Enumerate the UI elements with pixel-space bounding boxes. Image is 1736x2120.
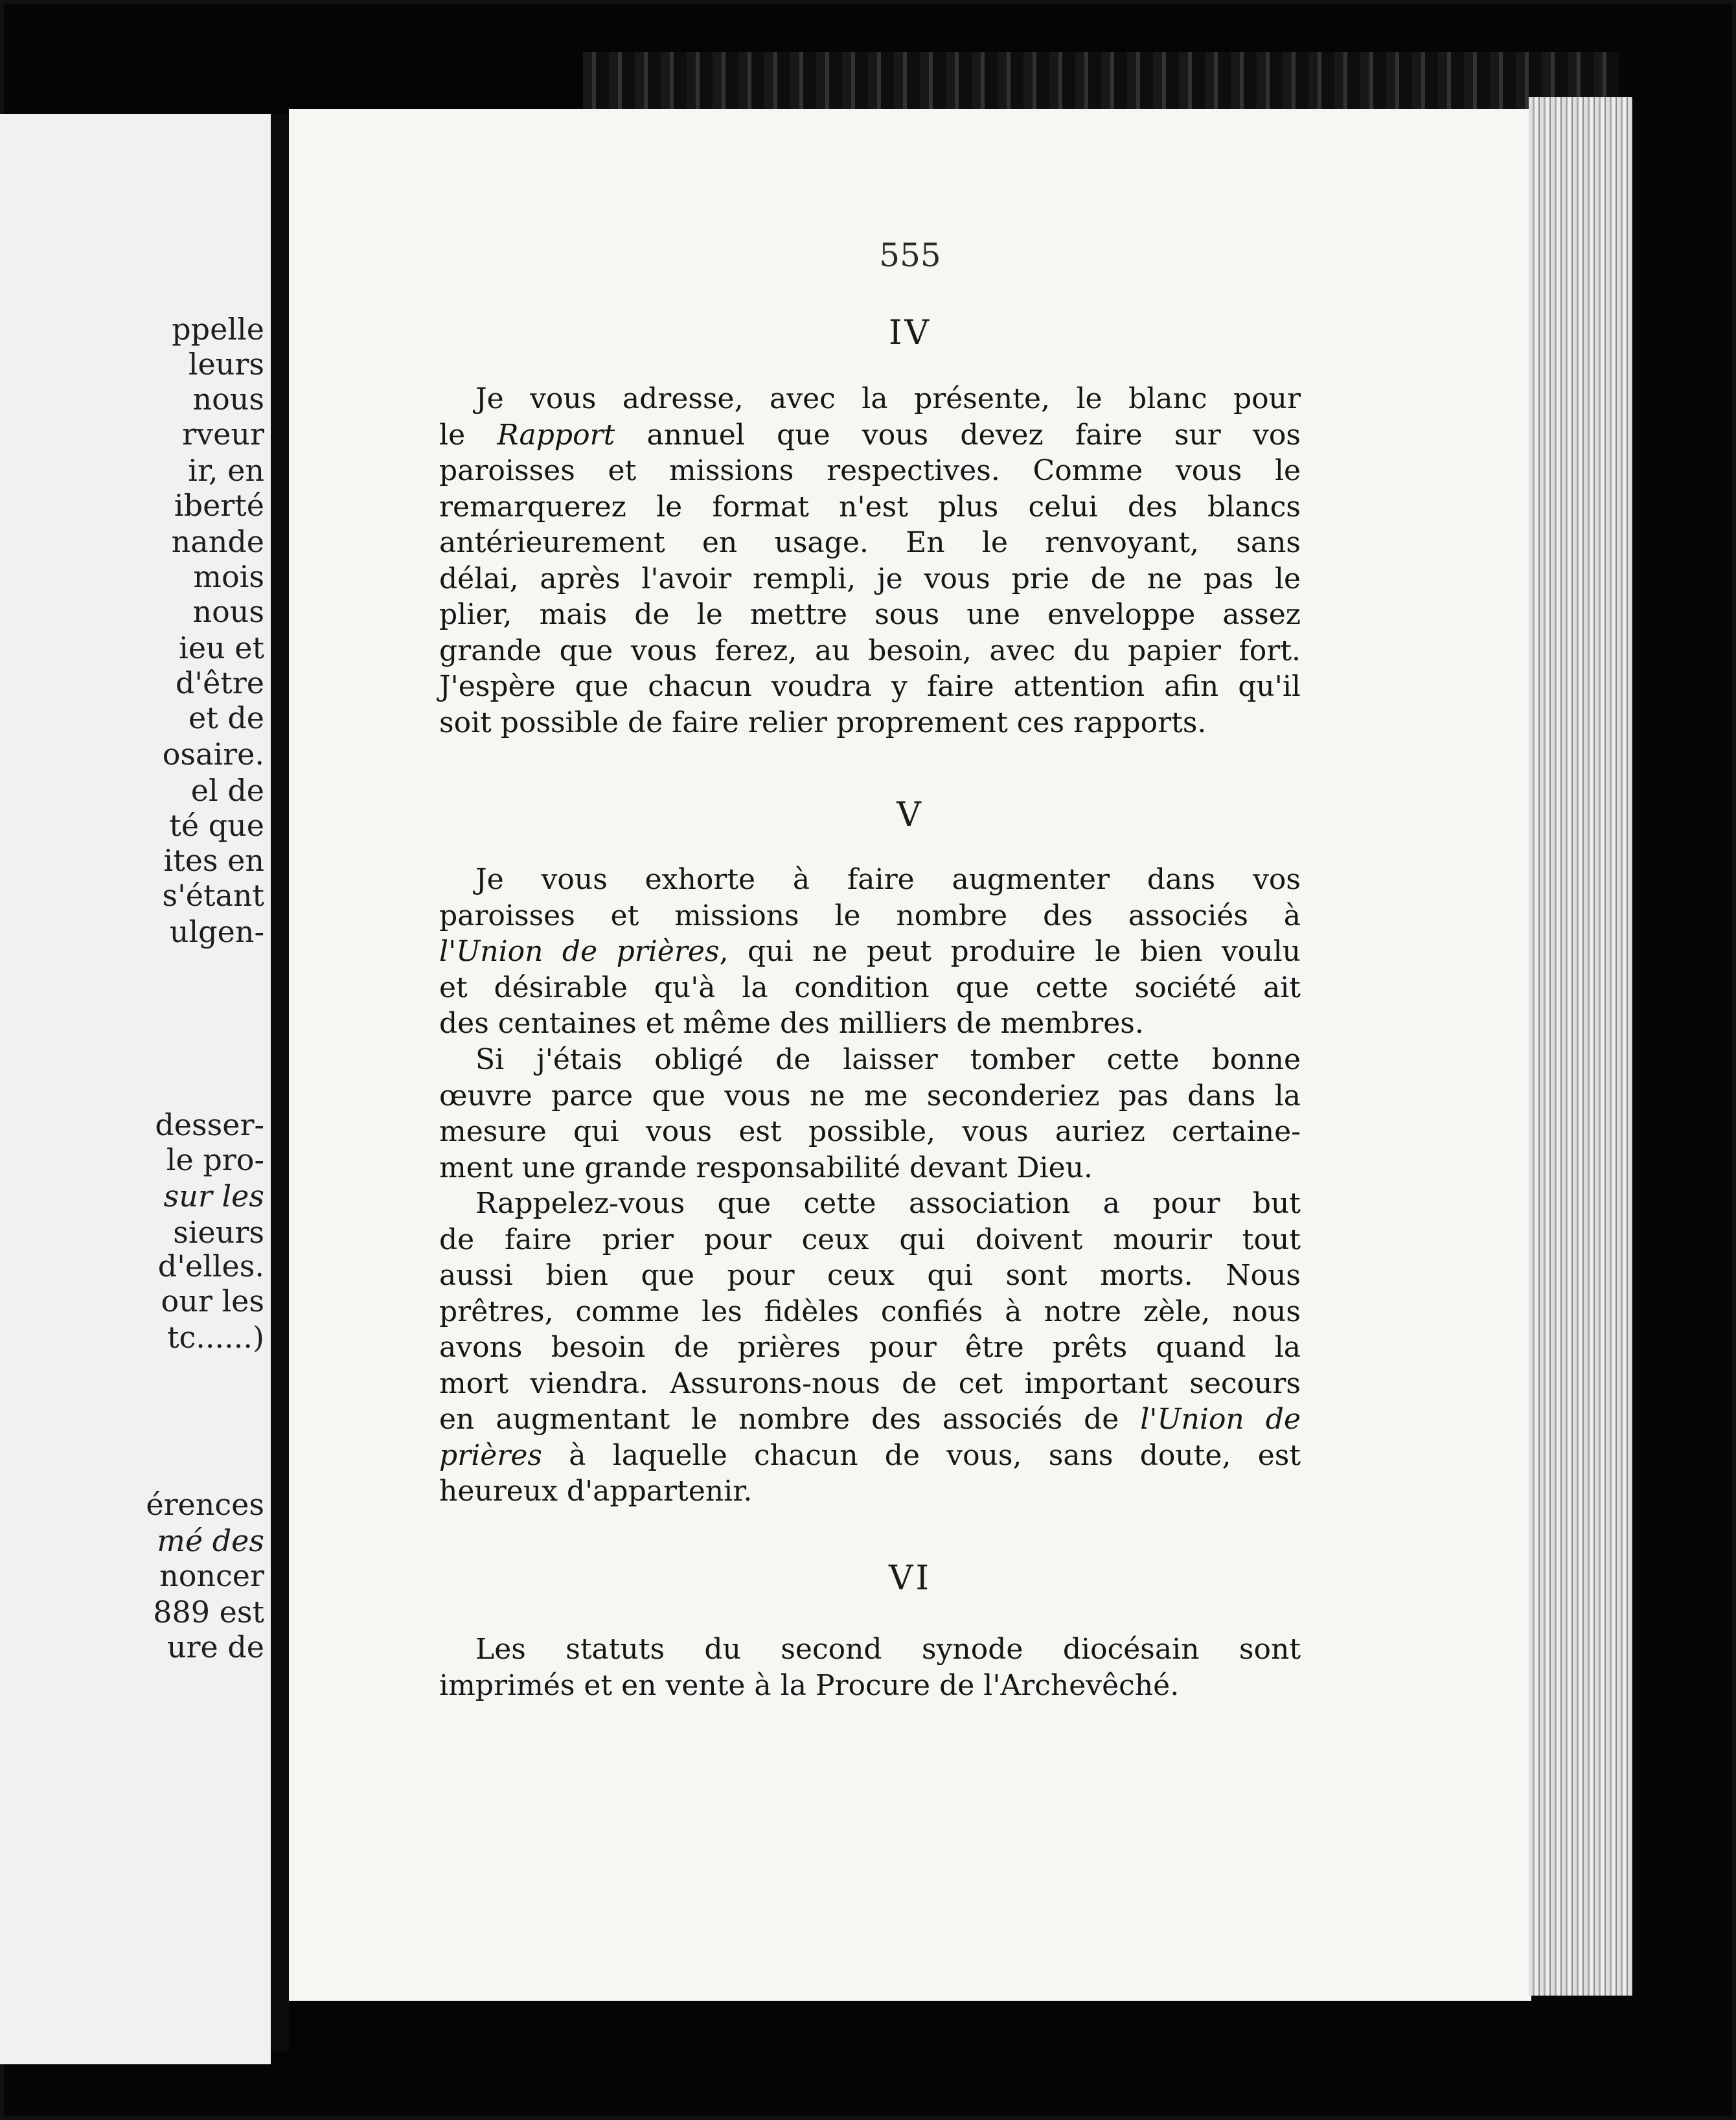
text-segment: mesure qui vous est possible, vous auriez certaine- (439, 1115, 1301, 1148)
section-heading: IV (888, 314, 932, 352)
text-line (439, 1438, 1301, 1474)
italic-text: prières (439, 1438, 542, 1472)
text-line (439, 1150, 1301, 1186)
text-segment: des centaines et même des milliers de membres. (439, 1007, 1144, 1040)
text-line (439, 898, 1301, 934)
text-segment: Si j'étais obligé de laisser tomber cette bonne (475, 1043, 1301, 1076)
left-page-fragment: nous (192, 594, 264, 629)
text-segment: J'espère que chacun voudra y faire attention afin qu'il (439, 670, 1301, 703)
text-segment: Je vous adresse, avec la présente, le blanc pour (475, 382, 1301, 415)
italic-text: l'Union de (1140, 1403, 1301, 1436)
left-page-fragment: ure de (166, 1630, 264, 1665)
text-line (439, 934, 1301, 970)
text-line (439, 1114, 1301, 1150)
left-page-text-fragments (0, 114, 271, 2058)
text-segment: Rappelez-vous que cette association a pour but (475, 1187, 1301, 1220)
text-segment: imprimés et en vente à la Procure de l'Archevêché. (439, 1668, 1180, 1702)
text-line (439, 633, 1301, 669)
text-segment: en augmentant le nombre des associés de (439, 1403, 1141, 1436)
text-segment: œuvre parce que vous ne me seconderiez pas dans la (439, 1079, 1301, 1112)
text-line (439, 1078, 1301, 1114)
text-segment: de faire prier pour ceux qui doivent mourir tout (439, 1223, 1301, 1256)
left-page-fragment: el de (190, 773, 264, 808)
paragraph (439, 1186, 1301, 1510)
paragraph (439, 862, 1301, 1042)
text-line (439, 561, 1301, 597)
left-page-fragment: leurs (188, 347, 264, 382)
left-page-fragment: iberté (174, 488, 264, 523)
left-page-fragment: d'elles. (157, 1249, 264, 1284)
text-line (439, 489, 1301, 525)
page-edges (1529, 97, 1632, 1996)
book-top-edge (583, 52, 1619, 110)
text-segment: à laquelle chacun de vous, sans doute, est (542, 1438, 1301, 1472)
text-segment: annuel que vous devez faire sur vos (615, 418, 1301, 452)
text-line (439, 1294, 1301, 1330)
text-segment: et désirable qu'à la condition que cette société ait (439, 971, 1301, 1004)
text-line (439, 453, 1301, 489)
text-segment: avons besoin de prières pour être prêts quand la (439, 1331, 1301, 1364)
left-page-fragment: ppelle (172, 312, 264, 347)
text-segment: ment une grande responsabilité devant Dieu. (439, 1151, 1093, 1184)
paragraph (439, 381, 1301, 741)
left-page-fragment: et de (188, 700, 264, 735)
text-line (439, 1330, 1301, 1366)
left-page-fragment: nous (192, 382, 264, 417)
left-page-fragment: sur les (163, 1179, 264, 1214)
left-page-fragment: rveur (182, 417, 264, 452)
text-segment: grande que vous ferez, au besoin, avec du papier fort. (439, 634, 1301, 667)
text-line (439, 1006, 1301, 1042)
paragraph (439, 1042, 1301, 1186)
text-line (439, 417, 1301, 454)
text-line (439, 1473, 1301, 1510)
text-segment: paroisses et missions le nombre des associés à (439, 899, 1301, 932)
text-segment: plier, mais de le mettre sous une enveloppe assez (439, 598, 1301, 631)
text-segment: délai, après l'avoir rempli, je vous prie de ne pas le (439, 562, 1301, 595)
text-line (439, 862, 1301, 898)
text-segment: soit possible de faire relier proprement ces rapports. (439, 706, 1207, 739)
text-segment: , qui ne peut produire le bien voulu (719, 935, 1301, 968)
left-page-fragment: our les (161, 1284, 264, 1319)
text-segment: remarquerez le format n'est plus celui des blancs (439, 490, 1301, 524)
text-line (439, 1401, 1301, 1438)
book-gutter (271, 114, 289, 2051)
left-page-fragment: mé des (157, 1523, 264, 1558)
text-line (439, 1042, 1301, 1078)
left-page-fragment: desser- (155, 1107, 264, 1142)
text-line (439, 1186, 1301, 1222)
left-page-fragment: le pro- (166, 1142, 264, 1177)
left-page-fragment: sieurs (173, 1215, 264, 1250)
left-page-fragment: ulgen- (169, 914, 264, 949)
text-line (439, 705, 1301, 741)
left-page-fragment: tc......) (167, 1320, 264, 1355)
section-heading: V (897, 796, 924, 835)
left-page (0, 114, 271, 2064)
text-segment: Je vous exhorte à faire augmenter dans vos (475, 863, 1301, 896)
text-line (439, 1366, 1301, 1402)
text-segment: heureux d'appartenir. (439, 1475, 753, 1508)
text-segment: aussi bien que pour ceux qui sont morts. Nous (439, 1259, 1301, 1292)
text-segment: le (439, 418, 497, 452)
text-line (439, 1258, 1301, 1294)
page-number: 555 (879, 236, 941, 274)
left-page-fragment: s'étant (162, 878, 264, 913)
paragraph (439, 1631, 1301, 1703)
text-line (439, 597, 1301, 633)
text-segment: paroisses et missions respectives. Comme vous le (439, 454, 1301, 487)
text-segment: Les statuts du second synode diocésain sont (475, 1633, 1301, 1666)
left-page-fragment: d'être (175, 665, 264, 700)
section-heading: VI (888, 1559, 932, 1598)
text-segment: mort viendra. Assurons-nous de cet important secours (439, 1366, 1301, 1400)
text-segment: antérieurement en usage. En le renvoyant, sans (439, 526, 1301, 559)
italic-text: l'Union de prières (439, 935, 720, 968)
right-page (289, 109, 1531, 2001)
left-page-fragment: té que (169, 808, 264, 843)
left-page-fragment: 889 est (153, 1595, 264, 1630)
left-page-fragment: érences (146, 1487, 264, 1522)
text-line (439, 525, 1301, 561)
text-line (439, 1631, 1301, 1668)
text-line (439, 970, 1301, 1006)
left-page-fragment: mois (193, 559, 264, 594)
text-line (439, 669, 1301, 705)
text-line (439, 381, 1301, 417)
left-page-fragment: ir, en (188, 453, 264, 488)
left-page-fragment: ieu et (179, 630, 264, 665)
italic-text: Rapport (497, 418, 615, 452)
left-page-fragment: nande (171, 524, 264, 559)
text-segment: prêtres, comme les fidèles confiés à notre zèle, nous (439, 1295, 1301, 1328)
text-line (439, 1668, 1301, 1704)
left-page-fragment: noncer (159, 1558, 264, 1593)
left-page-fragment: osaire. (162, 737, 264, 772)
text-line (439, 1222, 1301, 1258)
left-page-fragment: ites en (163, 843, 264, 878)
